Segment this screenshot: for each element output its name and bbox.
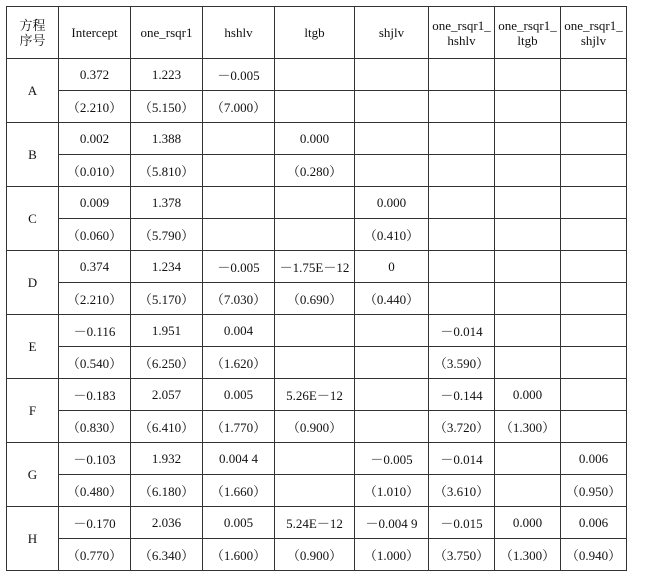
coefficient-row <box>7 123 627 155</box>
t-statistic-cell: （0.900） <box>275 411 355 443</box>
coefficient-cell <box>429 123 495 155</box>
t-statistic-cell: （3.610） <box>429 475 495 507</box>
t-statistic-cell <box>561 347 627 379</box>
coefficient-cell <box>495 315 561 347</box>
coefficient-cell: 0.000 <box>355 187 429 219</box>
column-header-one-rsqr1-shjlv <box>561 7 627 59</box>
coefficient-cell: －0.005 <box>203 59 275 91</box>
coefficient-row <box>7 187 627 219</box>
coefficient-cell: －0.005 <box>203 251 275 283</box>
coefficient-cell <box>275 187 355 219</box>
column-header-line1: one_rsqr1 <box>140 25 193 40</box>
equation-label: F <box>7 379 59 443</box>
t-statistic-cell: （6.410） <box>131 411 203 443</box>
equation-header-line2: 序号 <box>19 32 46 48</box>
t-statistic-cell: （0.770） <box>59 539 131 571</box>
coefficient-cell <box>561 379 627 411</box>
coefficient-cell <box>355 379 429 411</box>
coefficient-cell: 1.388 <box>131 123 203 155</box>
regression-table-container <box>6 6 627 571</box>
t-statistic-cell: （5.170） <box>131 283 203 315</box>
t-statistic-cell <box>561 91 627 123</box>
t-statistic-cell <box>203 155 275 187</box>
coefficient-cell: 0 <box>355 251 429 283</box>
coefficient-cell <box>275 315 355 347</box>
t-statistic-cell: （3.720） <box>429 411 495 443</box>
column-header-line1: one_rsqr1_ <box>432 17 491 33</box>
column-header-line2: shjlv <box>580 32 607 48</box>
coefficient-cell: －0.004 9 <box>355 507 429 539</box>
t-statistic-cell <box>275 91 355 123</box>
coefficient-cell: 0.372 <box>59 59 131 91</box>
equation-header-line1: 方程 <box>19 17 46 33</box>
column-header-one-rsqr1-ltgb <box>495 7 561 59</box>
coefficient-cell <box>495 187 561 219</box>
coefficient-cell: －0.183 <box>59 379 131 411</box>
t-statistic-cell <box>355 91 429 123</box>
coefficient-cell: －1.75E－12 <box>275 251 355 283</box>
coefficient-cell <box>355 123 429 155</box>
t-statistic-row <box>7 539 627 571</box>
coefficient-cell: 0.002 <box>59 123 131 155</box>
coefficient-cell: －0.014 <box>429 315 495 347</box>
t-statistic-cell: （0.410） <box>355 219 429 251</box>
t-statistic-cell <box>355 411 429 443</box>
equation-label: D <box>7 251 59 315</box>
t-statistic-cell <box>203 219 275 251</box>
t-statistic-cell <box>275 219 355 251</box>
coefficient-cell <box>275 59 355 91</box>
coefficient-cell: 0.006 <box>561 507 627 539</box>
t-statistic-cell <box>561 155 627 187</box>
t-statistic-cell: （1.300） <box>495 539 561 571</box>
coefficient-cell <box>495 59 561 91</box>
t-statistic-row <box>7 347 627 379</box>
t-statistic-cell: （0.540） <box>59 347 131 379</box>
coefficient-cell: －0.144 <box>429 379 495 411</box>
t-statistic-cell: （0.440） <box>355 283 429 315</box>
coefficient-cell: 0.000 <box>495 507 561 539</box>
t-statistic-cell: （5.790） <box>131 219 203 251</box>
coefficient-cell: 2.057 <box>131 379 203 411</box>
column-header-line1: one_rsqr1_ <box>564 17 623 33</box>
coefficient-row <box>7 507 627 539</box>
t-statistic-cell <box>355 155 429 187</box>
coefficient-cell <box>495 123 561 155</box>
t-statistic-cell <box>495 347 561 379</box>
column-header-one-rsqr1-hshlv <box>429 7 495 59</box>
t-statistic-cell <box>429 91 495 123</box>
equation-number-header <box>7 7 59 59</box>
coefficient-cell: －0.005 <box>355 443 429 475</box>
t-statistic-cell <box>429 219 495 251</box>
t-statistic-cell: （1.000） <box>355 539 429 571</box>
equation-label: A <box>7 59 59 123</box>
coefficient-cell: 0.004 4 <box>203 443 275 475</box>
column-header-intercept <box>59 7 131 59</box>
coefficient-row <box>7 251 627 283</box>
coefficient-cell: 2.036 <box>131 507 203 539</box>
t-statistic-cell <box>275 347 355 379</box>
t-statistic-cell: （1.660） <box>203 475 275 507</box>
t-statistic-cell: （1.620） <box>203 347 275 379</box>
coefficient-cell: 0.005 <box>203 507 275 539</box>
coefficient-cell: 1.932 <box>131 443 203 475</box>
column-header-shjlv <box>355 7 429 59</box>
coefficient-cell: 1.234 <box>131 251 203 283</box>
coefficient-cell <box>561 315 627 347</box>
coefficient-cell: －0.015 <box>429 507 495 539</box>
equation-label: C <box>7 187 59 251</box>
t-statistic-cell: （3.590） <box>429 347 495 379</box>
coefficient-cell <box>561 187 627 219</box>
t-statistic-cell: （3.750） <box>429 539 495 571</box>
coefficient-cell: －0.170 <box>59 507 131 539</box>
t-statistic-row <box>7 475 627 507</box>
coefficient-cell <box>561 251 627 283</box>
t-statistic-cell: （0.690） <box>275 283 355 315</box>
regression-results-table <box>6 6 627 571</box>
coefficient-cell: 0.005 <box>203 379 275 411</box>
t-statistic-cell <box>429 283 495 315</box>
equation-label: G <box>7 443 59 507</box>
equation-label: E <box>7 315 59 379</box>
t-statistic-row <box>7 91 627 123</box>
coefficient-cell <box>561 59 627 91</box>
t-statistic-cell: （1.010） <box>355 475 429 507</box>
column-header-line1: hshlv <box>224 25 253 40</box>
coefficient-cell: －0.014 <box>429 443 495 475</box>
t-statistic-cell <box>495 155 561 187</box>
coefficient-cell: 1.378 <box>131 187 203 219</box>
coefficient-cell: 0.000 <box>275 123 355 155</box>
coefficient-cell: 0.000 <box>495 379 561 411</box>
coefficient-cell: 0.009 <box>59 187 131 219</box>
coefficient-row <box>7 59 627 91</box>
coefficient-cell: 1.223 <box>131 59 203 91</box>
coefficient-cell: 0.374 <box>59 251 131 283</box>
t-statistic-cell: （1.770） <box>203 411 275 443</box>
t-statistic-cell <box>495 219 561 251</box>
coefficient-cell: 5.26E－12 <box>275 379 355 411</box>
t-statistic-cell <box>495 91 561 123</box>
column-header-line2: hshlv <box>447 32 476 48</box>
coefficient-cell: 0.006 <box>561 443 627 475</box>
coefficient-row <box>7 315 627 347</box>
coefficient-cell <box>429 187 495 219</box>
t-statistic-cell: （7.030） <box>203 283 275 315</box>
column-header-ltgb <box>275 7 355 59</box>
t-statistic-row <box>7 155 627 187</box>
t-statistic-cell: （6.250） <box>131 347 203 379</box>
coefficient-row <box>7 443 627 475</box>
coefficient-cell <box>275 443 355 475</box>
t-statistic-cell: （0.940） <box>561 539 627 571</box>
t-statistic-cell: （0.830） <box>59 411 131 443</box>
t-statistic-cell: （5.150） <box>131 91 203 123</box>
column-header-line1: one_rsqr1_ <box>498 17 557 33</box>
coefficient-cell <box>355 59 429 91</box>
coefficient-cell <box>495 443 561 475</box>
column-header-line1: ltgb <box>304 25 325 40</box>
coefficient-cell <box>429 59 495 91</box>
t-statistic-row <box>7 283 627 315</box>
t-statistic-cell: （2.210） <box>59 283 131 315</box>
column-header-line1: shjlv <box>378 25 405 40</box>
column-header-line1: Intercept <box>71 25 118 40</box>
coefficient-cell: －0.103 <box>59 443 131 475</box>
t-statistic-cell: （0.280） <box>275 155 355 187</box>
t-statistic-cell: （1.300） <box>495 411 561 443</box>
header-row <box>7 7 627 59</box>
column-header-hshlv <box>203 7 275 59</box>
t-statistic-cell: （0.950） <box>561 475 627 507</box>
coefficient-cell: 0.004 <box>203 315 275 347</box>
t-statistic-cell <box>561 411 627 443</box>
t-statistic-cell <box>561 219 627 251</box>
table-body <box>7 59 627 571</box>
t-statistic-cell <box>561 283 627 315</box>
coefficient-cell: －0.116 <box>59 315 131 347</box>
t-statistic-cell <box>275 475 355 507</box>
t-statistic-cell: （0.060） <box>59 219 131 251</box>
t-statistic-cell: （5.810） <box>131 155 203 187</box>
coefficient-cell <box>203 187 275 219</box>
t-statistic-cell: （6.180） <box>131 475 203 507</box>
coefficient-cell: 5.24E－12 <box>275 507 355 539</box>
t-statistic-cell: （1.600） <box>203 539 275 571</box>
t-statistic-cell: （0.010） <box>59 155 131 187</box>
equation-label: B <box>7 123 59 187</box>
t-statistic-cell <box>429 155 495 187</box>
t-statistic-cell <box>355 347 429 379</box>
column-header-one-rsqr1 <box>131 7 203 59</box>
coefficient-row <box>7 379 627 411</box>
coefficient-cell <box>561 123 627 155</box>
t-statistic-cell: （2.210） <box>59 91 131 123</box>
coefficient-cell <box>429 251 495 283</box>
t-statistic-cell: （7.000） <box>203 91 275 123</box>
t-statistic-row <box>7 411 627 443</box>
t-statistic-cell: （0.900） <box>275 539 355 571</box>
t-statistic-row <box>7 219 627 251</box>
coefficient-cell: 1.951 <box>131 315 203 347</box>
t-statistic-cell <box>495 475 561 507</box>
equation-label: H <box>7 507 59 571</box>
t-statistic-cell: （0.480） <box>59 475 131 507</box>
column-header-line2: ltgb <box>517 32 538 48</box>
t-statistic-cell: （6.340） <box>131 539 203 571</box>
coefficient-cell <box>203 123 275 155</box>
t-statistic-cell <box>495 283 561 315</box>
coefficient-cell <box>355 315 429 347</box>
coefficient-cell <box>495 251 561 283</box>
